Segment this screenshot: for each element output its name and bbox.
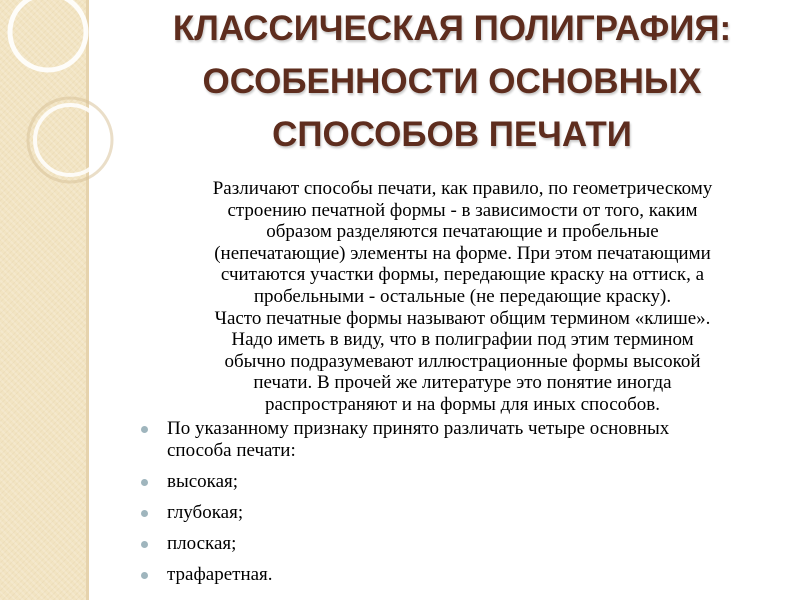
bullet-text <box>167 533 780 555</box>
intro-line: образом разделяются печатающие и пробельные <box>266 221 659 243</box>
bullet-text <box>167 471 780 493</box>
deco-circle-top <box>10 0 86 70</box>
intro-line: печати. В прочей же литературе это понятие иногда <box>253 372 672 394</box>
list-item <box>140 564 780 586</box>
slide-title <box>118 2 786 161</box>
intro-line: (непечатающие) элементы на форме. При этом печатающими <box>214 242 711 264</box>
list-item <box>140 471 780 493</box>
title-line: КЛАССИЧЕСКАЯ ПОЛИГРАФИЯ: <box>172 9 732 48</box>
intro-line: распространяют и на формы для иных способов. <box>264 393 661 415</box>
bullet-line: глубокая; <box>167 501 244 523</box>
bullet-line: трафаретная. <box>167 564 273 586</box>
bullet-icon <box>141 510 148 517</box>
list-item <box>140 418 780 461</box>
intro-line: Различают способы печати, как правило, по геометрическому <box>212 178 713 199</box>
bullet-icon <box>141 426 148 433</box>
intro-paragraph <box>160 178 765 416</box>
title-line: СПОСОБОВ ПЕЧАТИ <box>272 115 632 154</box>
bullet-list <box>140 418 780 596</box>
bullet-line: способа печати: <box>167 439 296 461</box>
bullet-text <box>167 418 780 461</box>
bullet-icon <box>141 541 148 548</box>
bullet-text <box>167 502 780 524</box>
bullet-line: плоская; <box>167 533 237 555</box>
intro-line: строению печатной формы - в зависимости от того, каким <box>227 199 698 221</box>
intro-line: считаются участки формы, передающие краску на оттиск, а <box>220 264 705 286</box>
list-item <box>140 533 780 555</box>
intro-line: Часто печатные формы называют общим термином «клише». <box>214 307 711 329</box>
intro-line: обычно подразумевают иллюстрационные формы высокой <box>224 350 701 372</box>
title-line: ОСОБЕННОСТИ ОСНОВНЫХ <box>202 62 702 101</box>
bullet-text <box>167 564 780 586</box>
deco-circle-mid <box>28 98 112 182</box>
decorative-circles <box>0 0 120 210</box>
intro-line: пробельными - остальные (не передающие краску). <box>253 285 672 307</box>
list-item <box>140 502 780 524</box>
bullet-line: По указанному признаку принято различать четыре основных <box>167 418 670 439</box>
bullet-icon <box>141 479 148 486</box>
bullet-line: высокая; <box>167 470 239 492</box>
bullet-icon <box>141 572 148 579</box>
intro-line: Надо иметь в виду, что в полиграфии под этим термином <box>231 329 694 351</box>
deco-circle-mid-inner <box>35 105 105 175</box>
